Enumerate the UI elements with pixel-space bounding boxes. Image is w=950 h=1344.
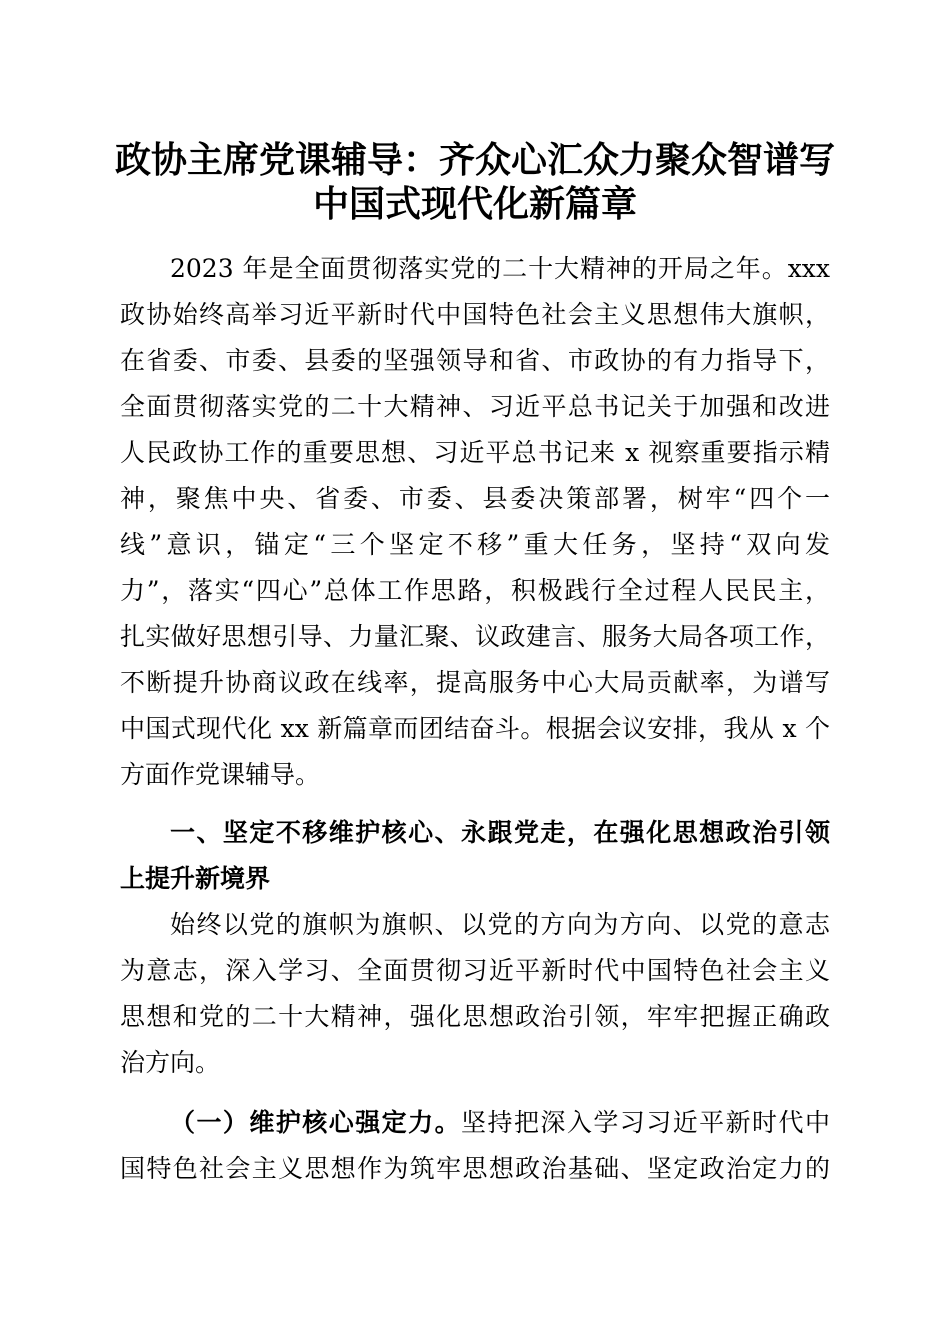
section1-line-1: 始终以党的旗帜为旗帜、以党的方向为方向、以党的意志: [170, 910, 830, 939]
title-line-1: 政协主席党课辅导：齐众心汇众力聚众智谱写: [114, 139, 835, 181]
title-line-2: 中国式现代化新篇章: [312, 183, 637, 225]
subsection1-line-2: 国特色社会主义思想作为筑牢思想政治基础、坚定政治定力的: [120, 1154, 830, 1183]
intro-line-4: 全面贯彻落实党的二十大精神、习近平总书记关于加强和改进: [120, 392, 830, 421]
document-title: [100, 138, 850, 226]
intro-line-2: 政协始终高举习近平新时代中国特色社会主义思想伟大旗帜，: [120, 300, 830, 329]
intro-line-6: 神，聚焦中央、省委、市委、县委决策部署，树牢“四个一: [120, 484, 830, 513]
subsection1-label: （一）维护核心强定力。: [170, 1108, 462, 1137]
intro-line-12: 方面作党课辅导。: [120, 760, 321, 789]
section1-line-3: 思想和党的二十大精神，强化思想政治引领，牢牢把握正确政: [120, 1002, 830, 1031]
intro-line-8: 力”，落实“四心”总体工作思路，积极践行全过程人民民主，: [120, 576, 830, 605]
intro-line-9: 扎实做好思想引导、力量汇聚、议政建言、服务大局各项工作，: [120, 622, 830, 651]
intro-line-7: 线”意识，锚定“三个坚定不移”重大任务，坚持“双向发: [120, 530, 831, 559]
intro-line-1: 2023 年是全面贯彻落实党的二十大精神的开局之年。xxx: [170, 254, 830, 283]
intro-line-5: 人民政协工作的重要思想、习近平总书记来 x 视察重要指示精: [120, 438, 830, 467]
section1-heading-line-2: 上提升新境界: [120, 864, 271, 893]
section1-heading-line-1: 一、坚定不移维护核心、永跟党走，在强化思想政治引领: [170, 818, 830, 847]
intro-line-3: 在省委、市委、县委的坚强领导和省、市政协的有力指导下，: [120, 346, 830, 375]
section1-line-2: 为意志，深入学习、全面贯彻习近平新时代中国特色社会主义: [120, 956, 830, 985]
subsection1-text-1: 坚持把深入学习习近平新时代中: [461, 1108, 830, 1137]
intro-line-11: 中国式现代化 xx 新篇章而团结奋斗。根据会议安排，我从 x 个: [120, 714, 830, 743]
section1-line-4: 治方向。: [120, 1048, 221, 1077]
intro-line-10: 不断提升协商议政在线率，提高服务中心大局贡献率，为谱写: [120, 668, 830, 697]
subsection1-line-1: [170, 1108, 830, 1138]
